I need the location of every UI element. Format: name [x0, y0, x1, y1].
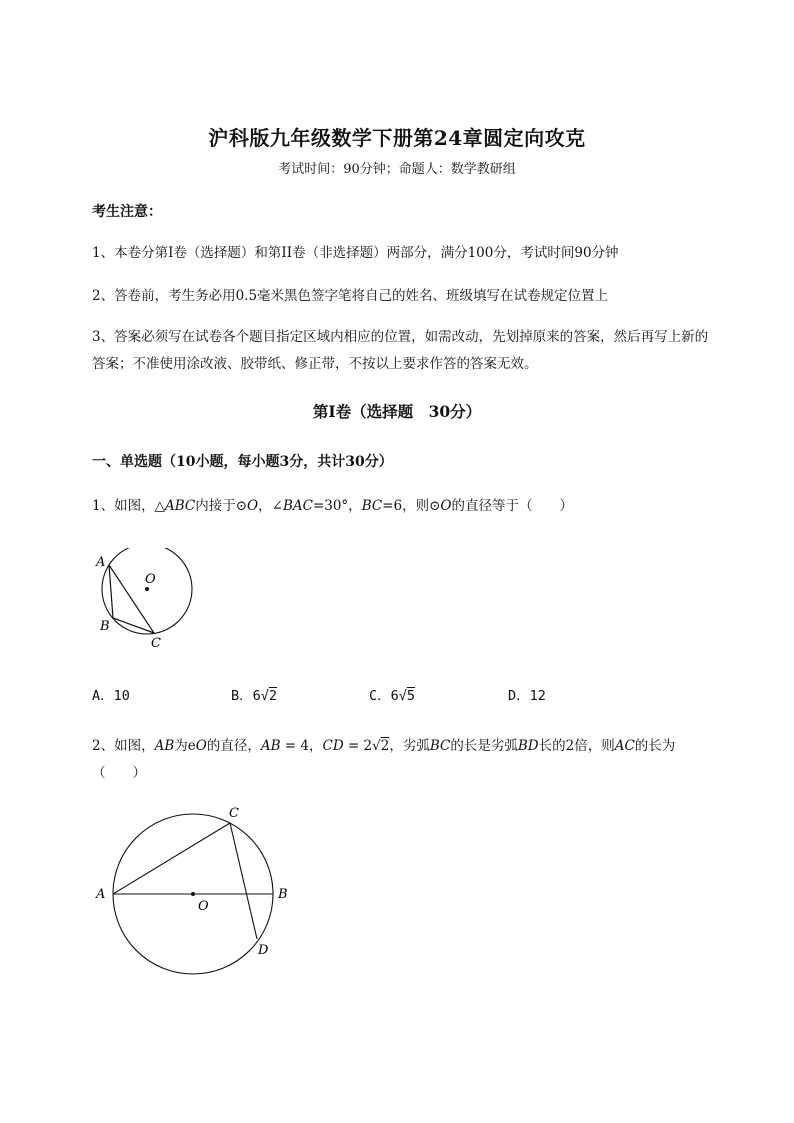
option-a: A．10 [92, 688, 130, 704]
sqrt-icon: √ [260, 688, 269, 704]
question-2-text: 2、如图，AB为eO的直径，AB = 4，CD = 2√2，劣弧BC的长是劣弧BD长的2倍，则AC的长为 （ ） [92, 738, 676, 781]
exam-info: 考试时间：90分钟；命题人：数学教研组 [278, 162, 516, 177]
option-d: D．12 [508, 688, 546, 704]
fig2-label-b: B [278, 887, 288, 902]
notice-item-3: 3、答案必须写在试卷各个题目指定区域内相应的位置，如需改动，先划掉原来的答案，然后再写上新的答案；不准使用涂改液、胶带纸、修正带，不按以上要求作答的答案无效。 [92, 329, 709, 372]
page-title: 沪科版九年级数学下册第24章圆定向攻克 [208, 126, 586, 150]
question-1-text: 1、如图，△ABC内接于⊙O，∠BAC=30°，BC=6，则⊙O的直径等于（ ） [92, 498, 573, 514]
notice-item-2: 2、答卷前，考生务必用0.5毫米黑色签字笔将自己的姓名、班级填写在试卷规定位置上 [92, 288, 609, 304]
fig2-label-c: C [229, 806, 239, 821]
fig1-label-c: C [151, 636, 161, 651]
part-title: 一、单选题（10小题，每小题3分，共计30分） [92, 454, 393, 470]
question-2-figure [90, 800, 300, 980]
question-1-figure [90, 548, 200, 653]
section-title: 第I卷（选择题 30分） [312, 402, 482, 421]
fig2-label-o: O [198, 899, 209, 914]
sqrt-icon: √ [398, 688, 407, 704]
sqrt-icon: √ [372, 738, 381, 754]
fig1-label-a: A [96, 555, 106, 570]
fig2-label-d: D [258, 943, 269, 958]
fig1-label-o: O [145, 572, 156, 587]
option-c: C．6√5 [369, 688, 416, 704]
notice-item-1: 1、本卷分第I卷（选择题）和第II卷（非选择题）两部分，满分100分，考试时间90分钟 [92, 245, 619, 261]
option-b: B．6√2 [231, 688, 278, 704]
fig1-label-b: B [100, 619, 110, 634]
fig2-label-a: A [96, 887, 106, 902]
notice-heading: 考生注意： [92, 204, 162, 220]
